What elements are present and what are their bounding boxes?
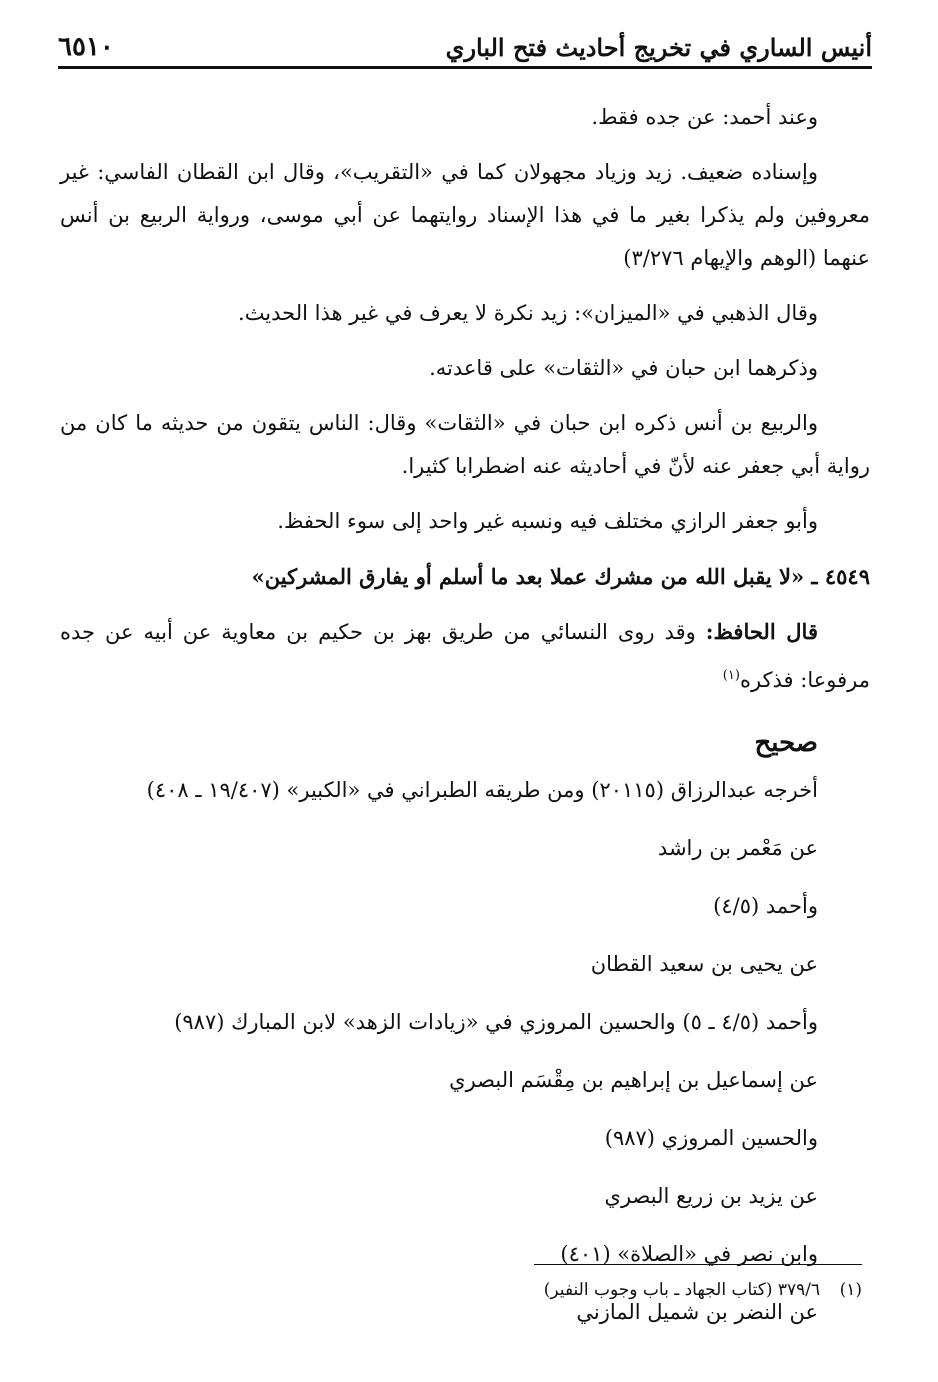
source-line: والحسين المروزي (٩٨٧) — [604, 1126, 818, 1150]
hafiz-label: قال الحافظ: — [705, 619, 818, 644]
hadith-text: «لا يقبل الله من مشرك عملا بعد ما أسلم أو يفارق المشركين» — [251, 564, 805, 589]
page-header — [58, 26, 872, 69]
source-line: وأحمد (٤/٥) — [713, 894, 818, 918]
hafiz-text: وقد روى النسائي من طريق بهز بن حكيم بن معاوية عن أبيه عن جده مرفوعا: فذكره — [60, 620, 870, 692]
hadith-grade: صحيح — [754, 728, 818, 758]
book-title: أنيس الساري في تخريج أحاديث فتح الباري — [445, 33, 872, 62]
source-line: عن النضر بن شميل المازني — [576, 1300, 818, 1324]
source-line: عن إسماعيل بن إبراهيم بن مِقْسَم البصري — [449, 1068, 818, 1092]
source-line: عن يحيى بن سعيد القطان — [590, 952, 818, 976]
footnote — [82, 1276, 862, 1304]
footnote-reference: (١) — [722, 668, 740, 683]
source-line: أخرجه عبدالرزاق (٢٠١١٥) ومن طريقه الطبراني في «الكبير» (١٩/٤٠٧ ـ ٤٠٨) — [146, 778, 818, 802]
paragraph: وقال الذهبي في «الميزان»: زيد نكرة لا يعرف في غير هذا الحديث. — [238, 301, 818, 325]
page-body — [60, 96, 870, 1349]
hadith-heading — [60, 555, 870, 598]
source-line: عن مَعْمر بن راشد — [657, 836, 818, 860]
footnote-divider — [534, 1264, 862, 1265]
source-line: عن يزيد بن زريع البصري — [604, 1184, 818, 1208]
paragraph: وذكرهما ابن حبان في «الثقات» على قاعدته. — [429, 356, 818, 380]
hadith-separator: ـ — [811, 564, 818, 589]
paragraph: والربيع بن أنس ذكره ابن حبان في «الثقات» وقال: الناس يتقون من حديثه ما كان من رواية أبي جعفر عنه لأنّ في أحاديثه عنه اضطرابا كثيرا. — [60, 411, 870, 478]
paragraph: وأبو جعفر الرازي مختلف فيه ونسبه غير واحد إلى سوء الحفظ. — [277, 509, 818, 533]
paragraph: وإسناده ضعيف. زيد وزياد مجهولان كما في «التقريب»، وقال ابن القطان الفاسي: غير معروفين ولم يذكرا بغير ما في هذا الإسناد روايتهما عن أبي موسى، ورواية الربيع بن أنس عنهما (الوهم والإيهام ٣/٢٧٦) — [60, 160, 870, 270]
source-line: وأحمد (٤/٥ ـ ٥) والحسين المروزي في «زيادات الزهد» لابن المبارك (٩٨٧) — [174, 1010, 818, 1034]
source-line: وابن نصر في «الصلاة» (٤٠١) — [560, 1242, 818, 1266]
footnote-text: ٣٧٩/٦ (كتاب الجهاد ـ باب وجوب النفير) — [543, 1280, 821, 1300]
hafiz-statement — [60, 610, 870, 702]
footnote-marker: (١) — [839, 1280, 862, 1300]
source-list — [60, 769, 870, 1334]
page-number: ٦٥١٠ — [58, 32, 114, 62]
hadith-number: ٤٥٤٩ — [824, 564, 870, 589]
paragraph: وعند أحمد: عن جده فقط. — [591, 105, 818, 129]
